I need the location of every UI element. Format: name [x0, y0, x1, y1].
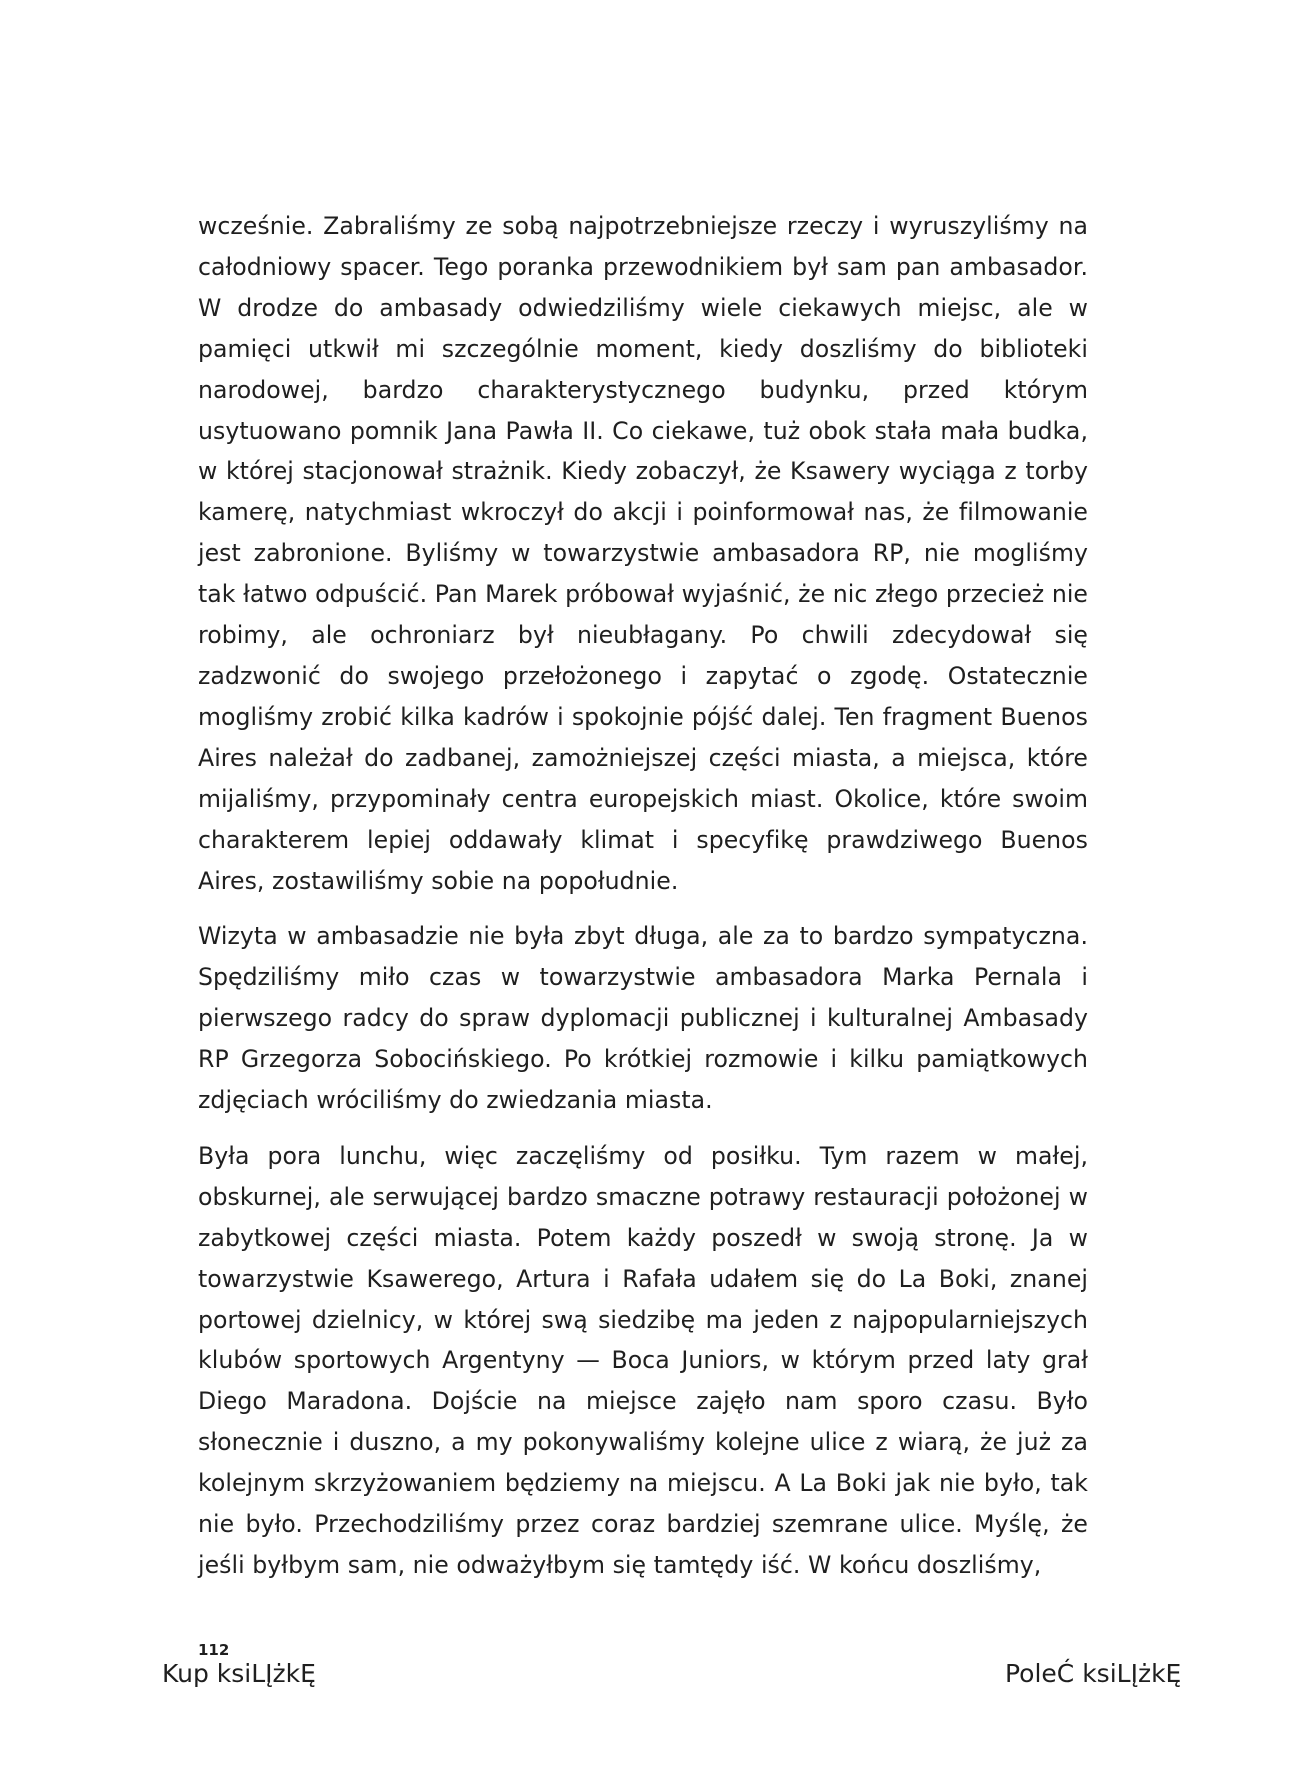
page-body [198, 206, 1088, 1601]
buy-book-link[interactable]: Kup ksiLĮżkĘ [162, 1659, 316, 1688]
paragraph-3: Była pora lunchu, więc zaczęliśmy od posiłku. Tym razem w małej, obskurnej, ale serwującej bardzo smaczne potrawy restauracji położonej w zabytkowej części miasta. Potem każdy poszedł w swoją stronę. Ja w towarzystwie Ksawerego, Artura i Rafała udałem się do La Boki, znanej portowej dzielnicy, w której swą siedzibę ma jeden z najpopularniejszych klubów sportowych Argentyny — Boca Juniors, w którym przed laty grał Diego Maradona. Dojście na miejsce zajęło nam sporo czasu. Było słonecznie i duszno, a my pokonywaliśmy kolejne ulice z wiarą, że już za kolejnym skrzyżowaniem będziemy na miejscu. A La Boki jak nie było, tak nie było. Przechodziliśmy przez coraz bardziej szemrane ulice. Myślę, że jeśli byłbym sam, nie odważyłbym się tamtędy iść. W końcu doszliśmy, [198, 1141, 1088, 1579]
page-number: 112 [198, 1641, 230, 1659]
paragraph-2: Wizyta w ambasadzie nie była zbyt długa, ale za to bardzo sympatyczna. Spędziliśmy miło czas w towarzystwie ambasadora Marka Pernala i pierwszego radcy do spraw dyplomacji publicznej i kulturalnej Ambasady RP Grzegorza Sobocińskiego. Po krótkiej rozmowie i kilku pamiątkowych zdjęciach wróciliśmy do zwiedzania miasta. [198, 922, 1088, 1115]
paragraph-1: wcześnie. Zabraliśmy ze sobą najpotrzebniejsze rzeczy i wyruszyliśmy na całodniowy spacer. Tego poranka przewodnikiem był sam pan ambasador. W drodze do ambasady odwiedziliśmy wiele ciekawych miejsc, ale w pamięci utkwił mi szczególnie moment, kiedy doszliśmy do biblioteki narodowej, bardzo charakterystycznego budynku, przed którym usytuowano pomnik Jana Pawła II. Co ciekawe, tuż obok stała mała budka, w której stacjonował strażnik. Kiedy zobaczył, że Ksawery wyciąga z torby kamerę, natychmiast wkroczył do akcji i poinformował nas, że filmowanie jest zabronione. Byliśmy w towarzystwie ambasadora RP, nie mogliśmy tak łatwo odpuścić. Pan Marek próbował wyjaśnić, że nic złego przecież nie robimy, ale ochroniarz był nieubłagany. Po chwili zdecydował się zadzwonić do swojego przełożonego i zapytać o zgodę. Ostatecznie mogliśmy zrobić kilka kadrów i spokojnie pójść dalej. Ten fragment Buenos Aires należał do zadbanej, zamożniejszej części miasta, a miejsca, które mijaliśmy, przypominały centra europejskich miast. Okolice, które swoim charakterem lepiej oddawały klimat i specyfikę prawdziwego Buenos Aires, zostawiliśmy sobie na popołudnie. [198, 212, 1088, 895]
recommend-book-link[interactable]: PoleĆ ksiLĮżkĘ [1005, 1659, 1182, 1688]
